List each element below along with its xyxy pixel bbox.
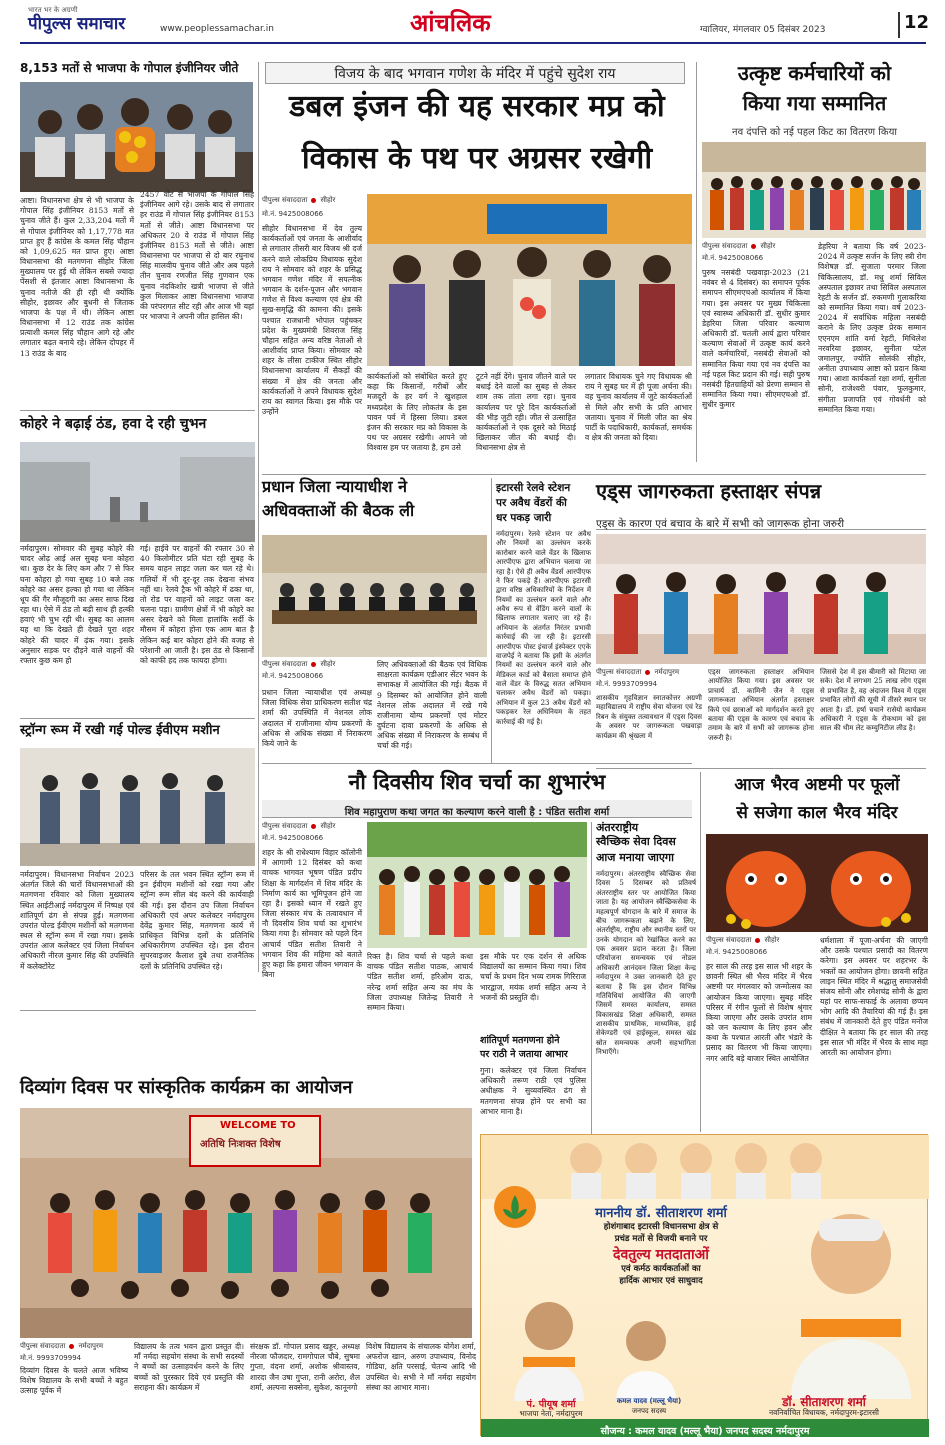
divyang-headline: दिव्यांग दिवस पर सांस्कृतिक कार्यक्रम का आयोजन bbox=[20, 1077, 353, 1098]
column-divider bbox=[700, 772, 701, 1132]
person1-portrait bbox=[509, 1291, 589, 1401]
column-divider bbox=[258, 62, 259, 972]
brand-name: पीपुल्स समाचार bbox=[28, 14, 126, 34]
bhairav-idol-image bbox=[706, 834, 928, 932]
divyang-body-col2: विद्यालय के तत्व भवन द्वारा प्रस्तुत दी। माँ नर्मदा सहयोग संस्था के सभी सदस्यों ने बच्चों का उत्साहवर्धन करने के लिए बच्चों को पुरस्कार दिये एवं प्रस्तुति की सराहना की। कार्यक्रम में bbox=[134, 1342, 244, 1392]
karmchari-mobile: मो.नं. 9425008066 bbox=[702, 254, 764, 262]
meeting-hall-image bbox=[262, 535, 487, 657]
kohre-body-col1: नर्मदापुरम। सोमवार की सुबह कोहरे की चादर ओढ़ आई अल सुबह घना कोहरा था। कुछ देर के लिए कम और 7 से फिर घना कोहरा हो गया सुबह 10 बजे तक कोहरे का असर हल्का हो गया था लेकिन धूप की गैर मौजूदगी का असर साफ दिख रहा था। ऐसे में ठंड तो बढ़ी साथ ही हल्की हवाएं भी चुभ रही थी। सुबह का आलम यह था कि देखते ही देखते पूरा शहर कोहरे की चादर में ढ़ंक गया। इसके अनुसार सड़क पर दौड़ने वाले वाहनों की रफ्तार कुछ कम हो bbox=[20, 544, 134, 665]
kohre-photo bbox=[20, 442, 255, 542]
divyang-body-col1: दिव्यांग दिवस के चलते आज भविष्य विशेष विद्यालय के सभी बच्चों ने बहुत उत्साह पूर्वक में bbox=[20, 1366, 128, 1396]
main-body-col1: सीहोर विधानसभा में देव तुल्य कार्यकर्ताओं एवं जनता के आशीर्वाद से लगातार तीसरी बार विजय श्री दर्ज करने वाले लोकप्रिय विधायक सुदेश राय ने सोमवार को शहर के प्रसिद्ध भगवान गणेश मंदिर में सपत्नीक भगवान के दर्शन-पूजन और भगवान गणेश से विश्व कल्याण एवं क्षेत्र की सुख-समृद्धि की कामना की। इसके पश्चात राजधानी भोपाल पहुंचकर प्रदेश के मुख्यमंत्री शिवराज सिंह चौहान सहित अन्य वरिष्ठ नेताओं से आशीर्वाद प्राप्त किया। सोमवार को शहर के लीसा टाकीज स्थित सीहोर विधानसभा कार्यालय में सैकड़ों की संख्या में क्षेत्र की जनता और कार्यकर्ताओं ने अपने विधायक सुदेश राय का स्वागत किया। इस मौके पर उन्होंने bbox=[262, 224, 362, 417]
gopal-headline: 8,153 मतों से भाजपा के गोपाल इंजीनियर जीते bbox=[20, 61, 239, 75]
nyayadhish-body-col2: लिए अधिवक्ताओं की बैठक एवं विधिक साक्षरता कार्यक्रम एडीआर सेंटर भवन के सभाकक्ष में आयोजित की गई। बैठक में 9 दिसम्बर को आयोजित होने वाली नेशनल लोक अदालत में रखे गये राजीनामा योग्य प्रकरणों एवं मोटर दुर्घटना दावा प्रकरणों के अधिक से अधिक संख्या में निराकरण के सम्बंध में चर्चा की गई। bbox=[377, 660, 487, 751]
section-title-text: आंचलिक bbox=[410, 9, 491, 37]
bullet-icon bbox=[645, 670, 650, 675]
ad-line1: होशंगाबाद इटारसी विधानसभा क्षेत्र से bbox=[603, 1222, 719, 1232]
column-divider bbox=[591, 822, 592, 1182]
aids-subhead bbox=[596, 512, 926, 530]
byline-text: पीपुल्स संवाददाता bbox=[596, 668, 642, 676]
aids-body-col2: एड्स जागरुकता हस्ताक्षर अभियान आयोजित किया गया। इस अवसर पर प्राचार्य डॉ. कामिनी जैन ने एड्स जागरूकता अभियान अंतर्गत हस्ताक्षर किये एवं छात्राओं को मार्गदर्शन करते हुए बताया की एड्स के कारण एवं बचाव के तमाम के बारे में सभी को जागरूक होना जरूरी है। bbox=[708, 668, 814, 742]
nyayadhish-mobile: मो.नं. 9425008066 bbox=[262, 672, 324, 680]
bhairav-photo bbox=[706, 834, 928, 932]
byline-location: सीहोर bbox=[320, 822, 336, 830]
evm-headline: स्ट्रॉन्ग रूम में रखी गई पोल्ड ईवीएम मशीन bbox=[20, 723, 220, 738]
victory-crowd-image bbox=[20, 82, 253, 192]
shantipurna-body: गुना। कलेक्टर एवं जिला निर्वाचन अधिकारी तरूण राठी एवं पुलिस अधीक्षक ने सुव्यवस्थित ढंग से मतगणना संपन्न होने पर सभी का आभार माना है। bbox=[480, 1066, 586, 1116]
shiv-headline: नौ दिवसीय शिव चर्चा का शुभारंभ bbox=[348, 770, 606, 794]
bullet-icon bbox=[69, 1344, 74, 1349]
divyang-byline bbox=[20, 1342, 103, 1351]
shiv-photo bbox=[367, 822, 587, 948]
gopal-body-col1: आष्टा। विधानसभा क्षेत्र से भी भाजपा के गोपाल सिंह इंजीनियर 8153 मतों से चुनाव जीते हैं। कुल 2,33,204 मतों में से गोपाल इंजीनियर को 1,17,778 मत प्राप्त हुए हैं कांग्रेस के कमल सिंह चौहान को 1,09,625 मत प्राप्त हुए। आष्टा विधानसभा की मतगणना सीहोर जिला मुख्यालय पर हुई थी लेकिन सबसे ज्यादा पेंसशी से इंतजार आष्टा विधानसभा के चुनाव नतीजे की ही रही थी क्योंकि सीहोर, इछावर और बुधनी से जिताक भाजपा के पक्ष में थी। लेकिन आष्टा विधानसभा में 12 राउंड तक कांग्रेस प्रत्याशी कमल सिंह चौहान आगे रहे और लगातार बढ़त बनाये रहे। लेकिन दोपहर में 13 राउंड के बाद bbox=[20, 196, 134, 358]
bullet-icon bbox=[311, 198, 316, 203]
divider bbox=[20, 718, 255, 719]
honored-staff-group-image bbox=[702, 142, 926, 238]
ad-title: माननीय डॉ. सीताशरण शर्मा bbox=[595, 1206, 727, 1221]
byline-text: पीपुल्स संवाददाता bbox=[262, 822, 308, 830]
antarrashtriya-headline-line2: स्वैच्छिक सेवा दिवस bbox=[596, 835, 676, 848]
byline-location: नर्मदापुरम bbox=[78, 1342, 104, 1350]
column-divider bbox=[491, 478, 492, 763]
main-kicker-text: विजय के बाद भगवान गणेश के मंदिर में पहुंचे सुदेश राय bbox=[334, 65, 616, 82]
bhairav-mobile: मो.नं. 9425008066 bbox=[706, 948, 768, 956]
byline-text: पीपुल्स संवाददाता bbox=[702, 242, 748, 250]
shiv-subhead bbox=[262, 800, 692, 818]
byline-text: पीपुल्स संवाददाता bbox=[262, 660, 308, 668]
nyayadhish-headline-line2: अधिवक्ताओं की बैठक ली bbox=[262, 501, 415, 520]
nyayadhish-body-col1: प्रधान जिला न्यायाधीश एवं अध्यक्ष जिला विधिक सेवा प्राधिकरण सतीश चंद्र शर्मा की उपस्थिति में नेशनल लोक अदालत में राजीनामा योग्य प्रकरणों के अधिक से अधिक संख्या में निराकरण किये जाने के bbox=[262, 688, 372, 748]
brand-logo: भारत भर के अग्रणी पीपुल्स समाचार bbox=[28, 6, 158, 40]
byline-location: सीहोर bbox=[320, 196, 336, 204]
karmchari-photo bbox=[702, 142, 926, 238]
masthead bbox=[0, 0, 945, 44]
antarrashtriya-body: नर्मदापुरम। अंतरराष्ट्रीय स्वैच्छिक सेवा दिवस 5 दिसम्बर को प्रतिवर्ष अंतरराष्ट्रीय स्तर पर आयोजित किया जाता है। यह आयोजन स्वैच्छिकसेवा के महत्वपूर्ण योगदान के बारे में समाज के बीच जागरूकता बढ़ाने के लिए, अंतर्राष्ट्रीय, राष्ट्रीय और स्थानीय स्तरों पर उनके योगदान को रेखांकित करने का एक अवसर प्रदान करता है। जिला परियोजना समन्वयक एवं नोडल अधिकारी आनंदवन जिला शिक्षा केन्द्र नर्मदापुरम ने उक्त जानकारी देते हुए बताया है कि इस दौरान विभिन्न गतिविधियां आयोजित की जाएगी जिसमें समस्त कार्यालय, समस्त विकासखंड शिक्षा अधिकारी, समस्त शासकीय प्राथमिक, माध्यमिक, हाई सेकेण्डरी एवं हाईस्कूल, समस्त खंड स्रोत समन्वयक अपनी सहभागिता निभाएँगे। bbox=[596, 870, 696, 1057]
shiv-byline bbox=[262, 822, 335, 831]
itarsi-headline-line3: धर पकड़ जारी bbox=[496, 512, 552, 524]
aids-byline bbox=[596, 668, 679, 677]
nyayadhish-headline-line1: प्रधान जिला न्यायाधीश ने bbox=[262, 477, 407, 496]
byline-location: सीहोर bbox=[760, 242, 776, 250]
itarsi-headline-line2: पर अवैध वेंडरों की bbox=[496, 497, 567, 509]
ad-line4: हार्दिक आभार एवं साधुवाद bbox=[619, 1276, 703, 1286]
masthead-rule bbox=[20, 42, 926, 44]
nyayadhish-byline bbox=[262, 660, 335, 669]
aids-body-col1: शासकीय गृहविज्ञान स्नातकोत्तर अग्रणी महाविद्यालय में राष्ट्रीय सेवा योजना एवं रेड रिबन के संयुक्त तत्वावधान में एड्स दिवस के अवसर पर जागरूकता पखवाड़ा कार्यक्रम की श्रृंखला में bbox=[596, 694, 702, 740]
welcome-banner-text: WELCOME TO bbox=[220, 1120, 296, 1131]
person2-name: कमल यादव (मल्लू भैया) bbox=[616, 1397, 682, 1405]
ad-line2: प्रचंड मतों से विजयी बनाने पर bbox=[614, 1234, 708, 1244]
bullet-icon bbox=[755, 938, 760, 943]
ad-highlight: देवतुल्य मतदाताओं bbox=[613, 1247, 709, 1263]
shiv-body-col2: रिक्त है। शिव चर्चा से पहले कथा वाचक पंडित सतीश पाठक, आचार्य पंडित सतीश शर्मा, हरिओम दाऊ, नरेन्द्र शर्मा सहित अन्य का मंच के जिला उपाध्यक्ष जितेन्द्र तिवारी ने सम्मान किया। bbox=[367, 952, 473, 1012]
bullet-icon bbox=[311, 662, 316, 667]
main-kicker bbox=[265, 62, 685, 84]
divider bbox=[20, 1010, 256, 1011]
antarrashtriya-headline-line3: आज मनाया जाएगा bbox=[596, 851, 674, 864]
evm-photo bbox=[20, 748, 255, 866]
nyayadhish-photo bbox=[262, 535, 487, 657]
shiv-subhead-text: शिव महापुराण कथा जगत का कल्याण करने वाली है : पंडित सतीश शर्मा bbox=[344, 807, 610, 818]
foggy-street-image bbox=[20, 442, 255, 542]
shantipurna-headline-line1: शांतिपूर्ण मतगणना होने bbox=[480, 1035, 560, 1046]
bullet-icon bbox=[751, 244, 756, 249]
karmchari-body-col1: पुरुष नसबंदी पखवाड़ा-2023 (21 नवंबर से 4 दिसंबर) का समापन पूर्वक समापन सीएमएचओ कार्यालय में किया गया। इस अवसर पर मुख्य चिकित्सा एवं स्वास्थ्य अधिकारी डॉ. सुधीर कुमार डेहरिया जिला परिवार कल्याण अधिकारी डॉ. चतली आर्य द्वारा परिवार कल्याण सेवाओं में उत्कृष्ट कार्य करने वाले कर्मचारियों, नसबंदी सेवाओं को सम्मानित किया गया एवं नव दंपत्ति का नई पहल किट प्रदान की गई। सही पुरुष नसबंदी हितग्राहियों को प्रेरणा सम्मान से सम्मानित किया गया। सीएमएचओ डॉ. सुधीर कुमार bbox=[702, 268, 810, 410]
bullet-icon bbox=[311, 824, 316, 829]
column-divider bbox=[696, 62, 697, 462]
celebration-photo-image bbox=[367, 194, 692, 366]
person1-name: पं. पीयूष शर्मा bbox=[526, 1399, 576, 1410]
ad-footer-text: सौजन्य : कमल यादव (मल्लू भैया) जनपद सदस्य नर्मदापुरम bbox=[600, 1426, 810, 1437]
kohre-body-col2: गई। हाईवे पर वाहनों की रफ्तार 30 से 40 किलोमीटर प्रति घंटा रही सुबह के समय वाहन लाइट जला कर चल रहे थे। गलियों में भी दूर-दूर तक देखना संभव नहीं था। रेलवे ट्रैक भी कोहरे में ढका था, तो रोड पर वाहनों को लाइट जला कर चलना पड़ा। ग्रामीण क्षेत्रों में भी कोहरे का असर देखने को मिला हालांकि सर्दी के मौसम में कोहरा होना एक आम बात है लेकिन कई बार कोहरा होने की वजह से परेशानी आ जाती है। इस ठंड से किसानों को काफी हद तक फायदा होगा। bbox=[140, 544, 254, 665]
byline-text: पीपुल्स संवाददाता bbox=[262, 196, 308, 204]
divider bbox=[20, 410, 255, 411]
main-mobile: मो.नं. 9425008066 bbox=[262, 210, 324, 218]
advertisement bbox=[480, 1134, 928, 1436]
person2-role: जनपद सदस्य bbox=[631, 1407, 667, 1415]
main-body-col4: लगातार विधायक चुने गए विधायक श्री राय ने सुबह घर में ही पूजा अर्चना की। वह चुनाव कार्यालय में जुटे कार्यकर्ताओं से मिले और सभी के प्रति आभार जताया। चुनाव में मिली जीत का श्रेय पार्टी के पदाधिकारी, कार्यकर्ता, समर्थक व क्षेत्र की जनता को दिया। bbox=[585, 372, 692, 443]
main-photo bbox=[367, 194, 692, 366]
welcome-banner-subtext: अतिथि निःशक्त विशेष bbox=[200, 1139, 281, 1150]
signature-campaign-image bbox=[596, 534, 926, 664]
byline-text: पीपुल्स संवाददाता bbox=[20, 1342, 66, 1350]
divyang-photo bbox=[20, 1108, 472, 1338]
karmchari-headline-line2: किया गया सम्मानित bbox=[742, 91, 887, 115]
divider bbox=[596, 474, 926, 475]
gopal-photo bbox=[20, 82, 253, 192]
person1-role: भाजपा नेता, नर्मदापुरम bbox=[519, 1409, 583, 1418]
shiv-mobile: मो.नं. 9425008066 bbox=[262, 834, 324, 842]
byline-location: सीहोर bbox=[320, 660, 336, 668]
main-headline-line2: विकास के पथ पर अग्रसर रखेगी bbox=[301, 141, 653, 176]
dateline: ग्वालियर, मंगलवार 05 दिसंबर 2023 bbox=[700, 25, 826, 35]
bhairav-byline bbox=[706, 936, 779, 945]
bhairav-body-col1: हर साल की तरह इस साल भी शहर के छावनी स्थित श्री भैरव मंदिर में भैरव अष्टमी पर मंगलवार को जन्मोत्सव का आयोजन किया जाएगा। सुबह मंदिर परिसर में रंगीन फूलों से विशेष श्रृंगार किया जाएगा और उसके उपरांत शाम को जन कल्याण के लिए हवन और कथा के पश्चात आरती और भंडारे के प्रसाद का वितरण भी किया जाएगा। नगर आदि बड़े बाजार स्थित आयोजित bbox=[706, 962, 812, 1063]
bhairav-body-col2: धर्मशाला में पूजा-अर्चना की जाएगी और उसके पश्चात प्रसादी का वितरण करेगा। इस अवसर पर शहरभर के भक्तों का आयोजन होगा। छावनी सहित लाइन स्थित मंदिर में श्रद्धालु समाजसेवी संजय सोनी और रमेशचंद्र सोनी के द्वारा यहां पर साफ-सफाई के अलावा छप्पन भोग आदि की तैयारियां की गई हैं। इस संबंध में जानकारी देते हुए पंडित मनोज दीक्षित ने बताया कि हर साल की तरह इस साल भी मंदिर में भैरव के साथ महा आरती का आयोजन होगा। bbox=[820, 936, 928, 1057]
website-url: www.peoplessamachar.in bbox=[160, 24, 274, 34]
evm-body-col2: परिसर के तल भवन स्थित स्ट्रॉन्ग रूम में इन ईवीएम मशीनों को रखा गया और स्ट्रॉन्ग रूम सील बंद करने की कार्यवाही की गई। इस दौरान उप जिला निर्वाचन अधिकारी एवं अपर कलेक्टर नर्मदापुरम देवेंद्र कुमार सिंह, मतगणना कार्य में प्राधिकृत विभिन्न दलों के प्रतिनिधि अधिकारीगण उपस्थित रहे। इस दौरान सुपरवाइजर कैलाश दुबे तथा राजनैतिक दलों के प्रतिनिधि उपस्थित रहे। bbox=[140, 870, 254, 971]
person3-name: डॉ. सीताशरण शर्मा bbox=[782, 1395, 866, 1409]
itarsi-body: नर्मदापुरम। रेलवे स्टेशन पर अवैध और नियमों का उल्लंघन करके कारोबार करने वाले वेंडर के खिलाफ आरपीएफ द्वारा अभियान चलाया जा रहा है। ऐसे ही अवैध वेंडर्स आरपीएफ ने फिर पकड़े हैं। आरपीएफ इटारसी द्वारा वरिष्ठ अधिकारियों के निर्देशन में नियमों का उल्लंघन करने वाले और अवैध रूप से वेंडिंग करने वालों के खिलाफ लगातार चलाए जा रहे हैं। अभियान के अंतर्गत निरंतर प्रभावी कार्रवाई की जा रही है। इटारसी आरपीएफ पोस्ट इंचार्ज इंस्पेक्टर एएके वाजपेई ने बताया कि इसी के अंतर्गत नियमों का उल्लंघन करने वाले और मेडिकल कार्ड को बैसाता समाप्त होने वाले वेंडर के विरुद्ध सतत अभियान चलाकर अवैध वेंडरों को पकड़ा। अभियान में कुल 23 अवैध वेंडरों को पकड़कर रेल अधिनियम के तहत कार्रवाई की गई है। bbox=[496, 530, 591, 726]
gopal-body-col2: 2457 वोट से भाजपा के गोपाल सिंह इंजीनियर आगे रहे। उसके बाद से लगातार हर राउंड में गोपाल सिंह इंजीनियर 8153 मतों से जीते। आष्टा विधानसभा पर अधिकतर 20 वे राउंड में गोपाल सिंह इंजीनियर 8153 मतों से जीते। आष्टा विधानसभा पर भाजपा से दो बार रघुनाथ सिंह मालवीय चुनाव जीते और अब पहले तीन चुनाव रणजीत सिंह गुणवान एक चुनाव नंदकिशोर खत्री भाजपा से जीते कुल मिलाकर आष्टा विधानसभा भाजपा की परंपरागत सीट रही और आज भी यहां पर भाजपा ने अपनी जीत हासिल की। bbox=[140, 190, 254, 322]
leaders-portraits-strip bbox=[481, 1135, 929, 1199]
divyang-body-col3: संरक्षक डॉ. गोपाल प्रसाद खड्डर, अध्यक्ष नीरजा फौजदार, रामगोपाल चौबे, सुषमा गुप्ता, वंदना शर्मा, अशोक श्रीवास्तव, शारदा जैन उषा गुप्ता, रानी अरोरा, शैल शर्मा, अल्पना सक्सेना, सुकेश, कानूनगो bbox=[250, 1342, 360, 1392]
person3-role: नवनिर्वाचित विधायक, नर्मदापुरम-इटारसी bbox=[768, 1408, 880, 1417]
karmchari-headline-line1: उत्कृष्ट कर्मचारियों को bbox=[737, 61, 892, 85]
main-byline bbox=[262, 196, 335, 205]
aids-subhead-text: एड्स के कारण एवं बचाव के बारे में सभी को जागरूक होना जरुरी bbox=[596, 518, 845, 530]
main-headline-line1: डबल इंजन की यह सरकार मप्र को bbox=[289, 89, 665, 124]
karmchari-body-col2: डेहरिया ने बताया कि वर्ष 2023-2024 में उत्कृष्ट सर्जन के लिए स्त्री रोग विशेषज्ञ डॉ. सुजाता परमार जिला चिकित्सालय, डॉ. मधु शर्मा सिविल अस्पताल इछावर तथा सिविल अस्पताल रेहटी के सर्जन डॉ. रुकमणी गुलाकरिया को सम्मानित किया गया। वर्ष 2023-2024 में सर्वाधिक महिला नसबंदी कराने के लिए उत्कृष्ट प्रेरक सम्मान एएनएम शांति वर्मा रेहटी, मिथिलेश नरवरिया इछावर, सुनीता पटेल जमालपुर, ज्योति सोलंकी सीहोर, अनीता उपाध्याय आष्टा को प्रदान किया गया। आशा कार्यकर्ता रक्षा शर्मा, सुनीता सोनी, राजेश्वरी पंवार, फूलकुमार, संगीता प्रजापति एवं गोवर्धनी को सम्मानित किया गया। bbox=[818, 242, 926, 414]
divyang-body-col4: विशेष विद्यालय के संचालक योगेश शर्मा, अफरोज खान, अरुण उपाध्याय, विनोद गोडिया, क्षति परसाई, चेतन्य आदि भी उपस्थित थे। सभी ने माँ नर्मदा सहयोग संस्था का आभार माना। bbox=[366, 1342, 476, 1392]
karmchari-subhead: नव दंपत्ति को नई पहल किट का वितरण किया bbox=[732, 127, 897, 138]
antarrashtriya-headline-line1: अंतरराष्ट्रीय bbox=[596, 821, 639, 834]
karmchari-byline bbox=[702, 242, 775, 251]
bhairav-headline-line2: से सजेगा काल भैरव मंदिर bbox=[736, 803, 898, 823]
aids-photo bbox=[596, 534, 926, 664]
aids-mobile: मो.नं. 9993709994 bbox=[596, 680, 658, 688]
page-number: 12 bbox=[898, 12, 926, 38]
bhairav-headline-line1: आज भैरव अष्टमी पर फूलों bbox=[734, 775, 900, 795]
candidate-portrait bbox=[781, 1199, 921, 1399]
section-title bbox=[410, 6, 491, 39]
main-body-col3: टूटने नहीं देंगे। चुनाव जीतने वाले पर बधाई देने वालों का सुबह से लेकर शाम तक तांता लगा रहा। चुनाव कार्यालय पर पूरे दिन कार्यकर्ताओं की भीड़ जुटी रही। जीत से उत्साहित कार्यकर्ताओं ने एक दूसरे को मिठाई खिलाकर जीत की बधाई दी। विधानसभा क्षेत्र से bbox=[476, 372, 576, 453]
itarsi-headline-line1: इटारसी रेलवे स्टेशन bbox=[496, 482, 571, 494]
byline-location: नर्मदापुरम bbox=[654, 668, 680, 676]
byline-text: पीपुल्स संवाददाता bbox=[706, 936, 752, 944]
aids-headline: एड्स जागरुकता हस्ताक्षर संपन्न bbox=[596, 479, 822, 503]
divider bbox=[596, 768, 926, 769]
kohre-headline: कोहरे ने बढ़ाई ठंड, हवा दे रही चुभन bbox=[20, 416, 207, 432]
byline-location: सीहोर bbox=[764, 936, 780, 944]
evm-body-col1: नर्मदापुरम। विधानसभा निर्वाचन 2023 अंतर्गत जिले की चारों विधानसभाओं की मतगणना रविवार को जिला मुख्यालय स्थित आईटीआई नर्मदापुरम में निष्पक्ष एवं शांतिपूर्ण ढंग से संपन्न हुई। मतगणना उपरांत पोल्ड ईवीएम मशीनों को मतगणना स्थल से स्ट्रॉन्ग रूम में रखा गया। इसके उपरांत आज कलेक्टर एवं जिला निर्वाचन अधिकारी नीरज कुमार सिंह की उपस्थिति में कलेक्टोरेट bbox=[20, 870, 134, 971]
strong-room-officials-image bbox=[20, 748, 255, 866]
person2-portrait bbox=[611, 1311, 681, 1401]
main-body-col2: कार्यकर्ताओं को संबोधित करते हुए कहा कि किसानों, गरीबों और मजदूरों के हर वर्ग ने खुशहाल मध्यप्रदेश के लिए लोकतंत्र के इस पावन पर्व में हिस्सा लिया। डबल इंजन की सरकार मप्र को विकास के पथ पर अग्रसर रखेगी। आपने जो विश्वास हम पर जताया है, हम उसे bbox=[367, 372, 467, 453]
ad-line3: एवं कर्मठ कार्यकर्ताओं का bbox=[621, 1264, 701, 1274]
shiv-body-col1: शहर के श्री राधेश्याम विहार कॉलोनी में आगामी 12 दिसंबर को कथा वाचक भागवत भूषण पंडित प्रदीप शिक्षा के मार्गदर्शन में शिव मंदिर के निर्माण कार्य का भूमिपूजन होने जा रहा है। इसको ध्यान में रखते हुए जिला संस्कार मंच के तत्वावधान में नौ दिवसीय शिव चर्चा का शुभारंभ किया गया है। सोमवार को पहले दिन आचार्य पंडित सतीश तिवारी ने भगवान शिव की महिमा को बताते हुए कहा कि हमारा जीवन भगवान के बिना bbox=[262, 848, 362, 980]
aids-body-col3: जिससे देश में इस बीमारी को मिटाया जा सके। देश में लगभग 25 लाख लोग एड्स से प्रभावित है, वह अंदाजन विश्व में एड्स प्रभावित लोगों की सूची में तीसरे स्थान पर आता है। डॉ. हर्षा चचाने रासेयो कार्यक्रम अधिकारी ने एड्स के रोकथाम को इस साल की थीम लेट कम्युनिटीज लीड है। bbox=[820, 668, 926, 733]
lotus-icon bbox=[493, 1185, 537, 1229]
divyang-mobile: मो.नं. 9993709994 bbox=[20, 1354, 82, 1362]
shiv-body-col3: इस मौके पर एक दर्शन से अधिक विद्यालयों का सम्मान किया गया। शिव चर्चा के प्रथम दिन भव्य रामक गिरिराज भारद्वाज, मयंक शर्मा सहित अन्य ने भजनों की प्रस्तुति दी। bbox=[480, 952, 586, 1002]
ad-footer bbox=[481, 1419, 929, 1437]
devotees-group-image bbox=[367, 822, 587, 948]
shantipurna-headline-line2: पर राठी ने जताया आभार bbox=[480, 1049, 568, 1060]
